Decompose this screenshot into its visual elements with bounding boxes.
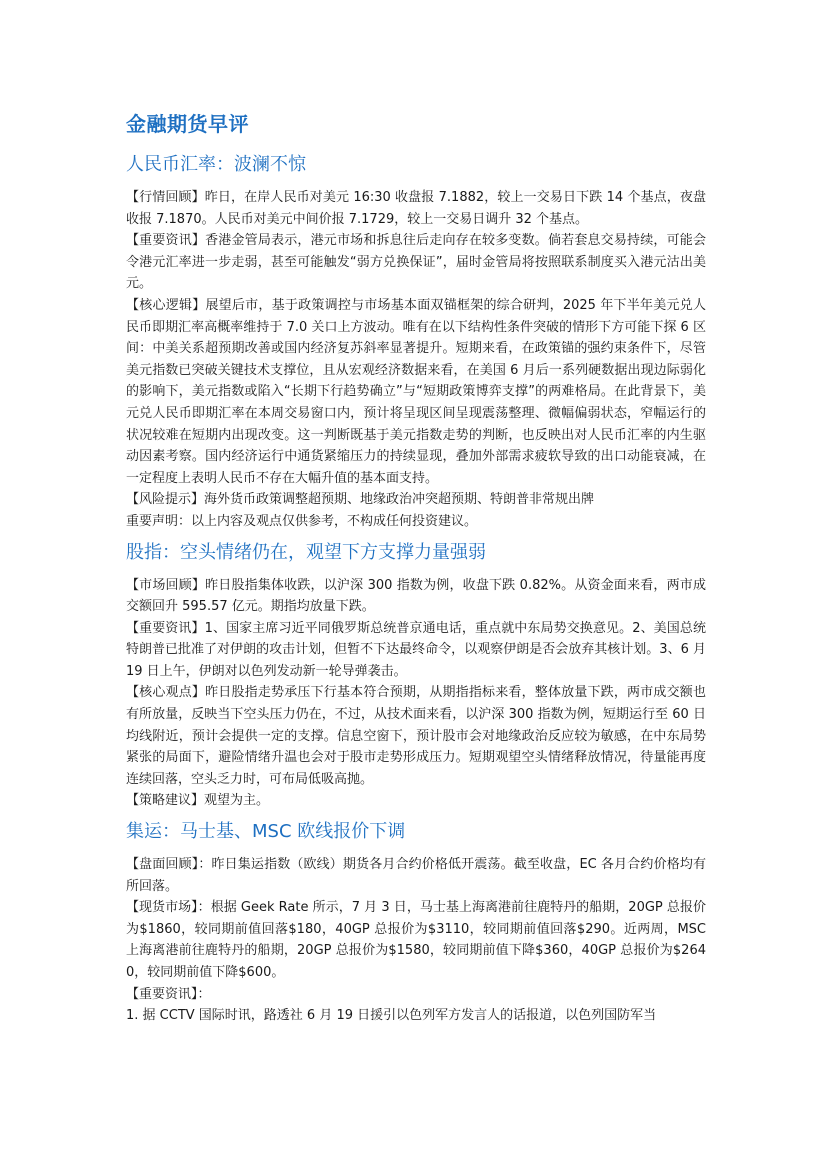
paragraph-text: 展望后市，基于政策调控与市场基本面双锚框架的综合研判，2025 年下半年美元兑人民币即期汇率高概率维持于 7.0 关口上方波动。唯有在以下结构性条件突破的情形下方可能下探 6 区间：中美关系超预期改善或国内经济复苏斜率显著提升。短期来看，在政策锚的强约束条件下，尽管美元指数已突破关键技术支撑位，且从宏观经济数据来看，在美国 6 月后一系列硬数据出现边际弱化的影响下，美元指数或陷入“长期下行趋势确立”与“短期政策博弈支撑”的两难格局。在此背景下，美元兑人民币即期汇率在本周交易窗口内，预计将呈现区间呈现震荡整理、微幅偏弱状态，窄幅运行的状况较难在短期内出现改变。这一判断既基于美元指数走势的判断，也反映出对人民币汇率的内生驱动因素考察。国内经济运行中通货紧缩压力的持续显现，叠加外部需求疲软导致的出口动能衰减，在一定程度上表明人民币不存在大幅升值的基本面支持。 — [126, 297, 706, 486]
list-item — [126, 1005, 706, 1027]
section-title: 人民币汇率：波澜不惊 — [126, 154, 306, 175]
paragraph-text: 重要声明：以上内容及观点仅供参考，不构成任何投资建议。 — [126, 513, 478, 529]
paragraph — [126, 575, 706, 618]
paragraph-label: 【重要资讯】 — [126, 986, 198, 1002]
paragraph-label: 【市场回顾】 — [126, 577, 206, 593]
paragraph — [126, 295, 706, 489]
document-page — [126, 108, 706, 1033]
paragraph-text: 1、国家主席习近平同俄罗斯总统普京通电话，重点就中东局势交换意见。2、美国总统特朗普已批准了对伊朗的攻击计划，但暂不下达最终命令，以观察伊朗是否会放弃其核计划。3、6 月 19 日上午，伊朗对以色列发动新一轮导弹袭击。 — [126, 620, 706, 679]
paragraph-label: 【策略建议】 — [126, 793, 205, 809]
section-shipping — [126, 818, 706, 1027]
document-title: 金融期货早评 — [126, 112, 249, 136]
section-stock-index — [126, 539, 706, 813]
paragraph-label: 【盘面回顾】 — [126, 857, 199, 873]
paragraph-text: 海外货币政策调整超预期、地缘政治冲突超预期、特朗普非常规出牌 — [204, 492, 595, 508]
paragraph — [126, 790, 706, 812]
paragraph-text: 香港金管局表示，港元市场和拆息往后走向存在较多变数。倘若套息交易持续，可能会令港元汇率进一步走弱，甚至可能触发“弱方兑换保证”，届时金管局将按照联系制度买入港元沽出美元。 — [126, 233, 706, 292]
paragraph-text: 昨日，在岸人民币对美元 16:30 收盘报 7.1882，较上一交易日下跌 14 个基点，夜盘收报 7.1870。人民币对美元中间价报 7.1729，较上一交易日调升 32 个基点。 — [126, 190, 706, 227]
paragraph — [126, 682, 706, 790]
paragraph-label: 【重要资讯】 — [126, 233, 206, 249]
section-title: 集运：马士基、MSC 欧线报价下调 — [126, 821, 406, 843]
paragraph — [126, 984, 706, 1006]
paragraph-text: 昨日股指集体收跌，以沪深 300 指数为例，收盘下跌 0.82%。从资金面来看，两市成交额回升 595.57 亿元。期指均放量下跌。 — [126, 577, 706, 615]
paragraph — [126, 230, 706, 295]
paragraph-text: ：昨日集运指数（欧线）期货各月合约价格低开震荡。截至收盘，EC 各月合约价格均有所回落。 — [126, 857, 706, 894]
section-rmb — [126, 151, 706, 533]
paragraph-text: 1. 据 CCTV 国际时讯，路透社 6 月 19 日援引以色列军方发言人的话报道，以色列国防军当 — [126, 1008, 657, 1024]
paragraph — [126, 618, 706, 683]
paragraph-text: ： — [197, 986, 211, 1002]
paragraph — [126, 854, 706, 897]
paragraph-text: 昨日股指走势承压下行基本符合预期，从期指指标来看，整体放量下跌，两市成交额也有所放量，反映当下空头压力仍在，不过，从技术面来看，以沪深 300 指数为例，短期运行至 60 日均线附近，预计会提供一定的支撑。信息空窗下，预计股市会对地缘政治反应较为敏感，在中东局势紧张的局面下，避险情绪升温也会对于股市走势形成压力。短期观望空头情绪释放情况，待量能再度连续回落，空头乏力时，可布局低吸高抛。 — [126, 685, 706, 787]
paragraph-label: 【行情回顾】 — [126, 190, 205, 205]
paragraph-label: 【核心观点】 — [126, 685, 206, 701]
paragraph-text: ：根据 Geek Rate 所示，7 月 3 日，马士基上海离港前往鹿特丹的船期，20GP 总报价为$1860，较同期前值回落$180，40GP 总报价为$3110，较同期前值回落$290。近两周，MSC 上海离港前往鹿特丹的船期，20GP 总报价为$1580，较同期前值下降$360，40GP 总报价为$2640，较同期前值下降$600。 — [126, 900, 706, 980]
paragraph — [126, 897, 706, 983]
paragraph-text: 观望为主。 — [204, 793, 270, 809]
paragraph-label: 【核心逻辑】 — [126, 297, 206, 313]
paragraph-label: 【重要资讯】 — [126, 620, 205, 636]
disclaimer — [126, 511, 706, 533]
section-title: 股指：空头情绪仍在，观望下方支撑力量强弱 — [126, 541, 486, 563]
paragraph — [126, 187, 706, 230]
paragraph — [126, 489, 706, 511]
paragraph-label: 【风险提示】 — [126, 492, 205, 508]
paragraph-label: 【现货市场】 — [126, 900, 198, 916]
